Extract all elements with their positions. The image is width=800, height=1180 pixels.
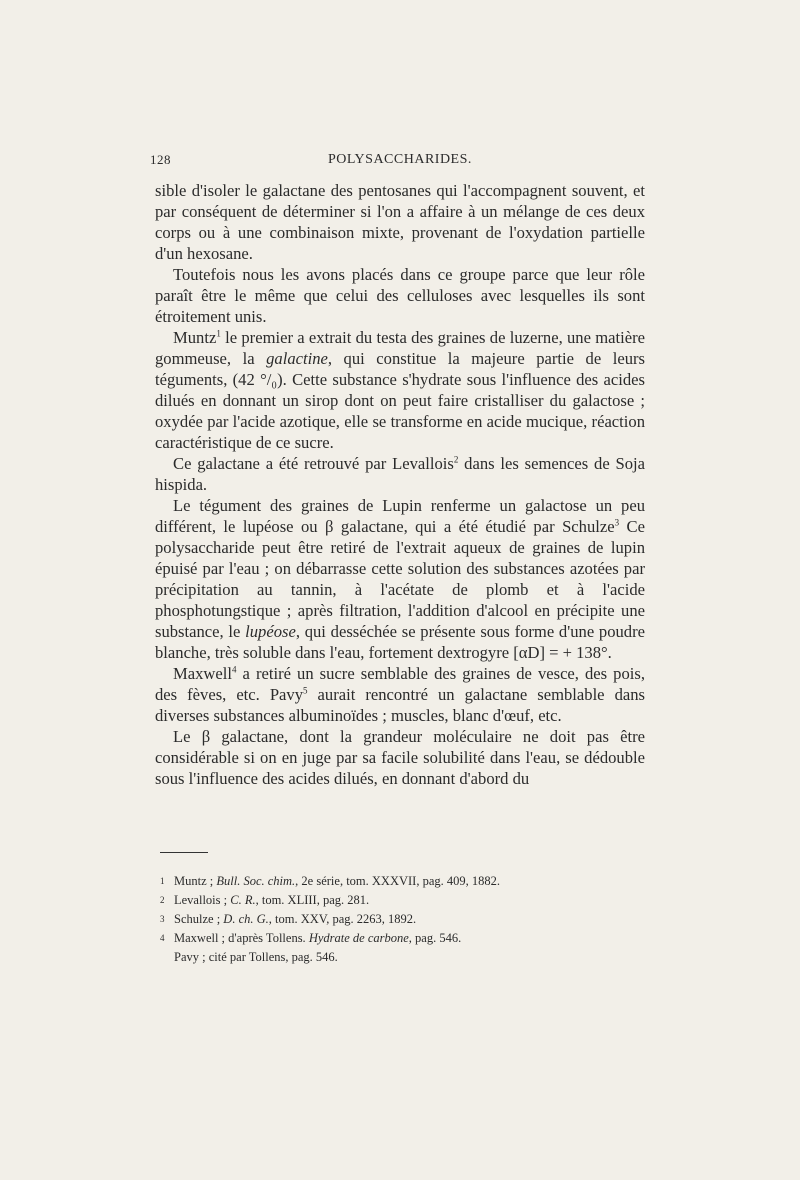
footnote-ref-5[interactable]: 5 — [303, 685, 308, 696]
paragraph-4 — [155, 453, 645, 495]
paragraph-2: Toutefois nous les avons placés dans ce groupe parce que leur rôle paraît être le même que celui des celluloses avec lesquelles ils sont étroitement unis. — [155, 265, 645, 326]
running-header — [150, 152, 645, 174]
term-galactine: galactine — [266, 349, 328, 368]
footnote-source: Bull. Soc. chim. — [216, 874, 296, 888]
footnote-text: Schulze ; — [174, 912, 224, 926]
footnotes — [160, 872, 640, 967]
running-title: POLYSACCHARIDES. — [328, 152, 472, 167]
footnote-source: Hydrate de carbone — [308, 931, 409, 945]
footnote-text: Levallois ; — [174, 893, 231, 907]
paragraph-6 — [155, 663, 645, 726]
text-run: Maxwell — [173, 664, 232, 683]
footnote-number: 2 — [160, 895, 165, 905]
footnote — [160, 929, 640, 948]
footnote — [160, 948, 640, 967]
text-run: , qui constitue la majeure partie de leurs téguments, (42 °/₀). Cette substance s'hydrate sous l'influence des acides dilués en donnant un sirop dont on peut faire cristalliser du galactose ; oxydée par l'acide azotique, elle se transforme en acide mucique, réaction caractéristique de ce sucre. — [155, 349, 645, 452]
footnote-text: , tom. XLIII, pag. 281. — [255, 893, 370, 907]
footnote-ref-2[interactable]: 2 — [453, 454, 459, 465]
footnote-number: 3 — [160, 914, 165, 924]
text-run: Le tégument des graines de Lupin renferme un galactose un peu différent, le lupéose ou β galactane, qui a été étudié par Schulze — [155, 496, 645, 536]
footnote-number: 1 — [160, 876, 165, 886]
footnote-source: C. R. — [230, 893, 256, 907]
footnote-text: Maxwell ; d'après Tollens. — [174, 931, 309, 945]
text-run: dans les semences de Soja hispida. — [155, 454, 645, 494]
paragraph-5 — [155, 495, 645, 663]
footnote-text: Muntz ; — [174, 874, 217, 888]
page-number: 128 — [150, 152, 171, 167]
paragraph-7: Le β galactane, dont la grandeur moléculaire ne doit pas être considérable si on en juge par sa facile solubilité dans l'eau, se dédouble sous l'influence des acides dilués, en donnant d'abord du — [155, 727, 645, 788]
footnote-source: D. ch. G. — [223, 912, 269, 926]
text-run: Ce polysaccharide peut être retiré de l'extrait aqueux de graines de lupin épuisé par l'eau ; on débarrasse cette solution des substances azotées par précipitation au tannin, à l'acétate de plomb et à l'acide phosphotungstique ; après filtration, l'addition d'alcool en précipite une substance, le — [155, 517, 645, 641]
footnote-text: , tom. XXV, pag. 2263, 1892. — [268, 912, 417, 926]
footnote-number: 4 — [160, 933, 165, 943]
footnote-text: , 2e série, tom. XXXVII, pag. 409, 1882. — [295, 874, 500, 888]
text-run: a retiré un sucre semblable des graines de vesce, des pois, des fèves, etc. Pavy — [155, 664, 645, 704]
footnote-ref-4[interactable]: 4 — [232, 664, 237, 675]
body-text — [155, 180, 645, 789]
text-run: aurait rencontré un galactane semblable dans diverses substances albuminoïdes ; muscles, blanc d'œuf, etc. — [155, 685, 645, 725]
footnote-ref-3[interactable]: 3 — [614, 517, 620, 528]
footnote — [160, 891, 640, 910]
paragraph-3 — [155, 327, 645, 453]
text-run: Ce galactane a été retrouvé par Levallois — [173, 454, 454, 473]
footnote-text: , pag. 546. — [408, 931, 462, 945]
footnote — [160, 872, 640, 891]
term-lupeose: lupéose — [245, 622, 296, 641]
text-run: le premier a extrait du testa des graines de luzerne, une matière gommeuse, la — [155, 328, 645, 368]
footnote — [160, 910, 640, 929]
text-run: , qui desséchée se présente sous forme d'une poudre blanche, très soluble dans l'eau, fortement dextrogyre [αD] = + 138°. — [155, 622, 645, 662]
text-run: Muntz — [173, 328, 217, 347]
footnote-text: Pavy ; cité par Tollens, pag. 546. — [174, 950, 338, 964]
footnote-divider — [160, 852, 208, 853]
footnote-ref-1[interactable]: 1 — [216, 328, 221, 339]
paragraph-1: sible d'isoler le galactane des pentosanes qui l'accompagnent souvent, et par conséquent de déterminer si l'on a affaire à un mélange de ces deux corps ou à une combinaison mixte, provenant de l'oxydation partielle d'un hexosane. — [155, 181, 645, 263]
